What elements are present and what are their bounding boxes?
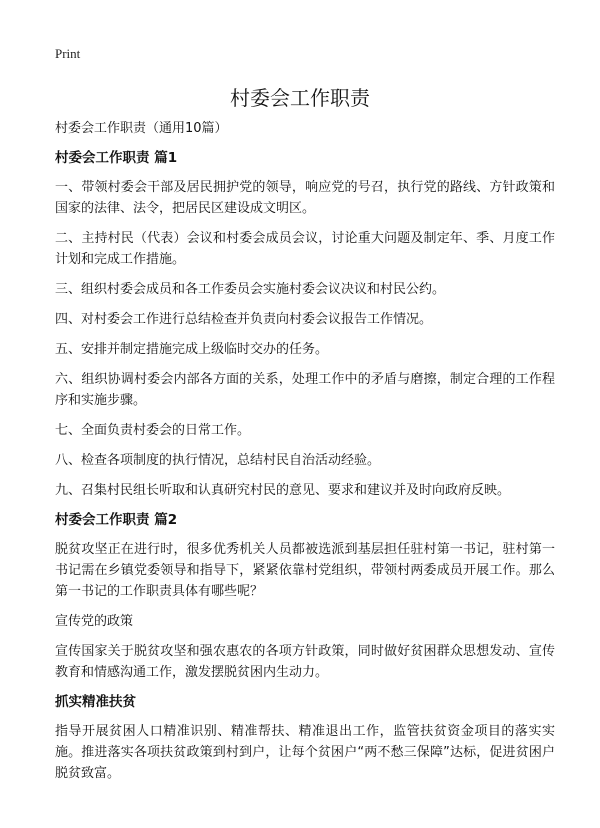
- section-2-heading: 村委会工作职责 篇2: [55, 512, 178, 528]
- section-1-item-5: 五、安排并制定措施完成上级临时交办的任务。: [55, 342, 329, 357]
- print-link[interactable]: Print: [55, 46, 81, 61]
- section-1-item-6: 六、组织协调村委会内部各方面的关系，处理工作中的矛盾与磨擦，制定合理的工作程序和实施步骤。: [55, 372, 555, 408]
- section-1-item-2: 二、主持村民（代表）会议和村委会成员会议，讨论重大问题及制定年、季、月度工作计划和完成工作措施。: [55, 231, 555, 267]
- section-2-subsection-label: 宣传党的政策: [55, 614, 134, 629]
- document-subtitle: 村委会工作职责（通用10篇）: [55, 121, 228, 136]
- section-2-subheading-text: 指导开展贫困人口精准识别、精准帮扶、精准退出工作，监管扶贫资金项目的落实实施。推进落实各项扶贫政策到村到户，让每个贫困户“两不愁三保障”达标，促进贫困户脱贫致富。: [55, 724, 555, 781]
- article-body: [55, 118, 555, 793]
- section-1-item-3: 三、组织村委会成员和各工作委员会实施村委会议决议和村民公约。: [55, 282, 446, 297]
- section-1-heading: 村委会工作职责 篇1: [55, 150, 178, 166]
- section-2-subsection-text: 宣传国家关于脱贫攻坚和强农惠农的各项方针政策，同时做好贫困群众思想发动、宣传教育和情感沟通工作，激发摆脱贫困内生动力。: [55, 644, 555, 680]
- section-1-item-4: 四、对村委会工作进行总结检查并负责向村委会议报告工作情况。: [55, 312, 433, 327]
- section-2-subheading: 抓实精准扶贫: [55, 694, 136, 710]
- section-1-item-9: 九、召集村民组长听取和认真研究村民的意见、要求和建议并及时向政府反映。: [55, 483, 511, 498]
- page-title: 村委会工作职责: [230, 86, 370, 110]
- section-1-item-7: 七、全面负责村委会的日常工作。: [55, 423, 251, 438]
- section-1-item-1: 一、带领村委会干部及居民拥护党的领导，响应党的号召，执行党的路线、方针政策和国家的法律、法令，把居民区建设成文明区。: [55, 180, 555, 216]
- section-1-item-8: 八、检查各项制度的执行情况，总结村民自治活动经验。: [55, 453, 381, 468]
- section-2-intro: 脱贫攻坚正在进行时，很多优秀机关人员都被选派到基层担任驻村第一书记，驻村第一书记需在乡镇党委领导和指导下，紧紧依靠村党组织，带领村两委成员开展工作。那么第一书记的工作职责具体有哪些呢？: [55, 542, 555, 599]
